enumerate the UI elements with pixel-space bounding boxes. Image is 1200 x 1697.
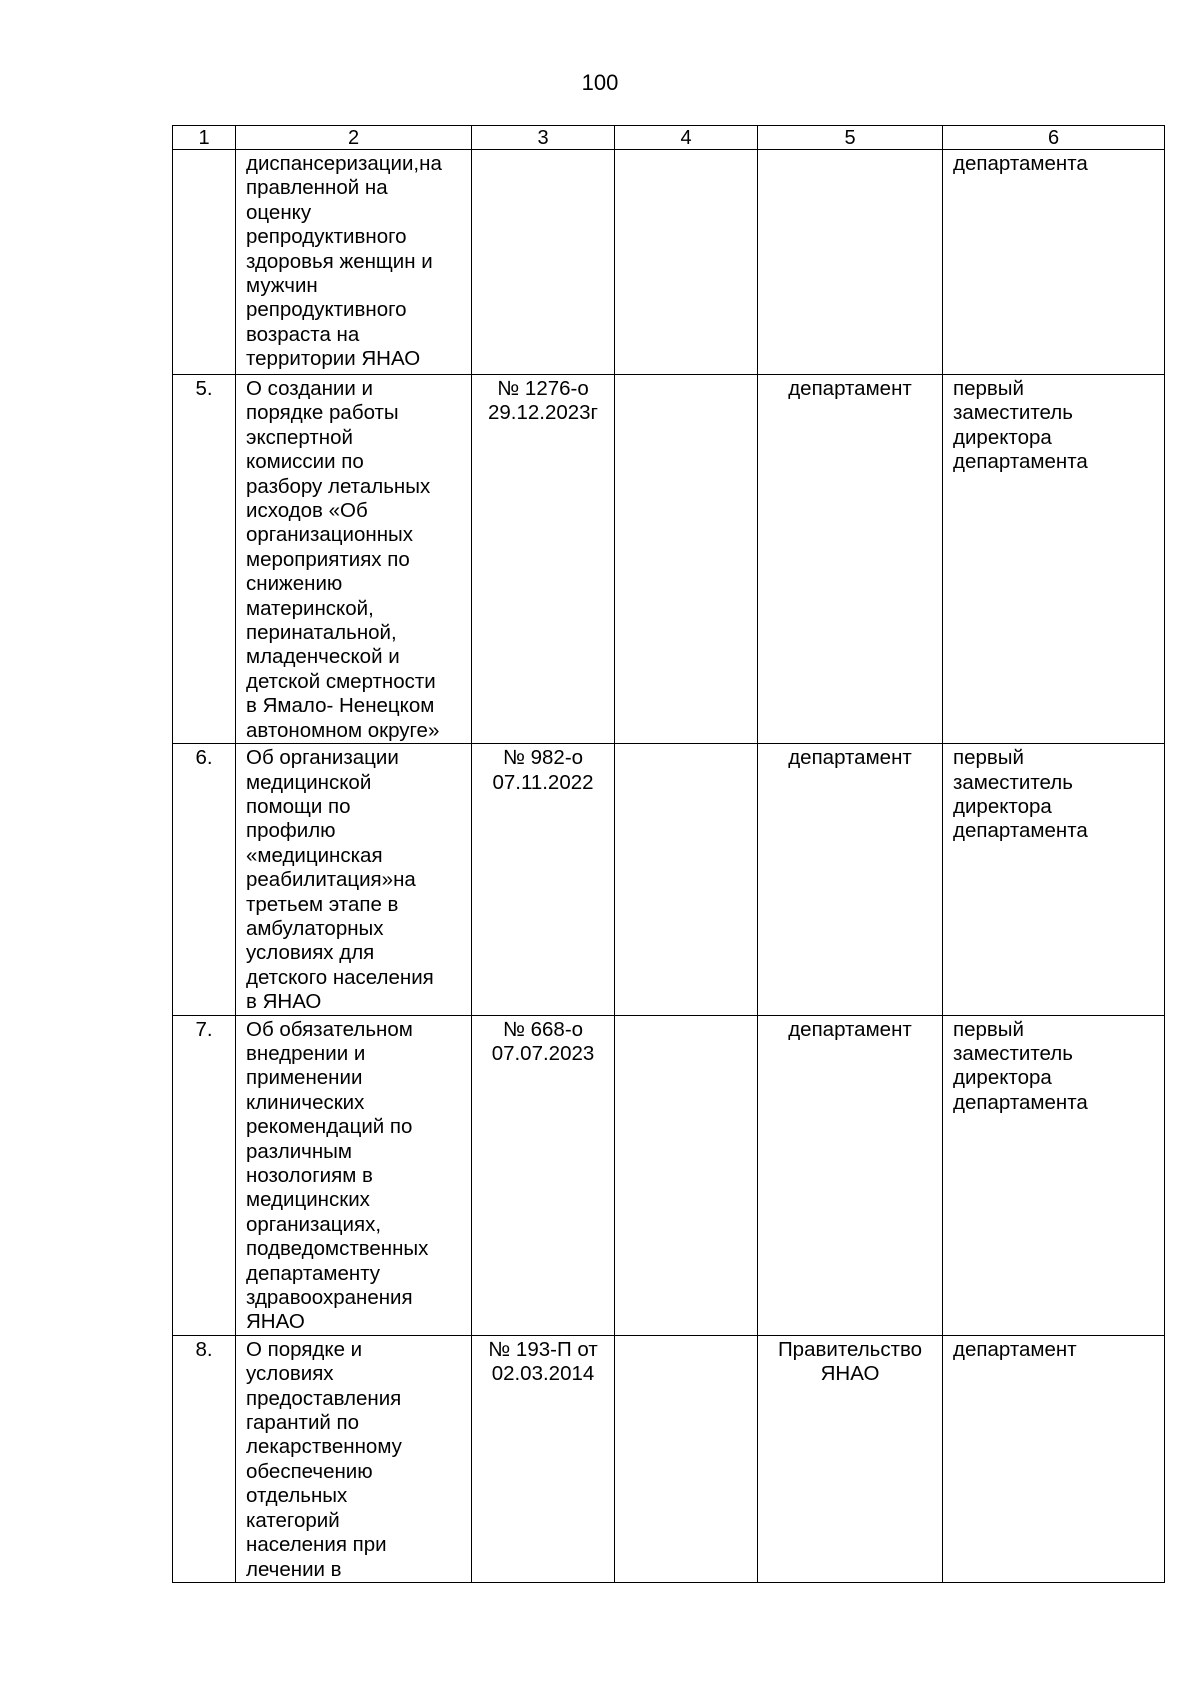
issuer-line: департамент bbox=[788, 377, 912, 400]
title-line: применении bbox=[246, 1066, 363, 1090]
issuer-line: департамент bbox=[788, 1017, 912, 1041]
title-line: здравоохранения bbox=[246, 1286, 413, 1310]
document-title-cell bbox=[236, 375, 472, 744]
header-col-4: 4 bbox=[615, 126, 758, 150]
issuer-cell bbox=[758, 1335, 943, 1582]
issuer-cell bbox=[758, 1015, 943, 1335]
title-line: возраста на bbox=[246, 322, 360, 346]
responsible-line: директора bbox=[953, 1066, 1052, 1090]
title-line: организационных bbox=[246, 523, 414, 547]
title-line: территории ЯНАО bbox=[246, 347, 421, 371]
table-row bbox=[173, 375, 1165, 744]
document-title-cell bbox=[236, 1015, 472, 1335]
title-line: медицинских bbox=[246, 1188, 370, 1212]
title-line: медицинской bbox=[246, 770, 372, 794]
table-row bbox=[173, 150, 1165, 375]
issuer-cell bbox=[758, 744, 943, 1015]
table-row bbox=[173, 744, 1165, 1015]
title-line: разбору летальных bbox=[246, 474, 431, 498]
title-line: внедрении и bbox=[246, 1041, 366, 1065]
document-number-cell bbox=[472, 1335, 615, 1582]
title-line: мужчин bbox=[246, 274, 318, 298]
title-line: материнской, bbox=[246, 596, 374, 620]
responsible-line: заместитель bbox=[953, 770, 1073, 794]
title-line: департаменту bbox=[246, 1261, 381, 1285]
title-line: населения при bbox=[246, 1533, 387, 1557]
document-number-cell bbox=[472, 375, 615, 744]
document-table bbox=[172, 125, 1165, 1583]
responsible-cell bbox=[943, 150, 1165, 375]
table-row bbox=[173, 1015, 1165, 1335]
table-row bbox=[173, 1335, 1165, 1582]
title-line: предоставления bbox=[246, 1386, 402, 1410]
responsible-line: директора bbox=[953, 425, 1052, 449]
responsible-line: заместитель bbox=[953, 1041, 1073, 1065]
title-line: условиях bbox=[246, 1362, 334, 1386]
issuer-cell bbox=[758, 150, 943, 375]
doc-number-line: 29.12.2023г bbox=[487, 401, 599, 425]
empty-cell bbox=[615, 150, 758, 375]
responsible-cell bbox=[943, 1015, 1165, 1335]
doc-number-line: 02.03.2014 bbox=[491, 1362, 595, 1386]
title-line: репродуктивного bbox=[246, 298, 407, 322]
title-line: лекарственному bbox=[246, 1435, 402, 1459]
title-line: «медицинская bbox=[246, 843, 383, 867]
header-col-3: 3 bbox=[472, 126, 615, 150]
title-line: профилю bbox=[246, 819, 336, 843]
responsible-line: директора bbox=[953, 794, 1052, 818]
title-line: перинатальной, bbox=[246, 621, 397, 645]
title-line: гарантий по bbox=[246, 1411, 360, 1435]
title-line: обеспечению bbox=[246, 1459, 373, 1483]
responsible-line: департамента bbox=[953, 152, 1088, 175]
row-number-cell: 6. bbox=[173, 744, 236, 1015]
document-number-cell bbox=[472, 744, 615, 1015]
title-line: отдельных bbox=[246, 1484, 348, 1508]
doc-number-line: № 1276-о bbox=[497, 377, 589, 400]
page-number: 100 bbox=[581, 70, 619, 95]
responsible-cell bbox=[943, 1335, 1165, 1582]
title-line: порядке работы bbox=[246, 401, 399, 425]
doc-number-line: № 193-П от bbox=[488, 1337, 598, 1361]
header-col-1: 1 bbox=[173, 126, 236, 150]
issuer-line: ЯНАО bbox=[820, 1362, 880, 1386]
title-line: О порядке и bbox=[246, 1337, 363, 1361]
document-number-cell bbox=[472, 150, 615, 375]
title-line: Об организации bbox=[246, 746, 399, 770]
title-line: экспертной bbox=[246, 425, 353, 449]
title-line: помощи по bbox=[246, 794, 351, 818]
title-line: репродуктивного bbox=[246, 225, 407, 249]
document-title-cell bbox=[236, 150, 472, 375]
doc-number-line: 07.07.2023 bbox=[491, 1041, 595, 1065]
title-line: условиях для bbox=[246, 941, 375, 965]
table-header-row bbox=[173, 126, 1165, 150]
title-line: мероприятиях по bbox=[246, 547, 410, 571]
title-line: диспансеризации,на bbox=[246, 152, 442, 175]
title-line: различным bbox=[246, 1139, 352, 1163]
issuer-line: Правительство bbox=[777, 1337, 923, 1361]
header-col-5: 5 bbox=[758, 126, 943, 150]
title-line: комиссии по bbox=[246, 450, 364, 474]
responsible-line: департамента bbox=[953, 450, 1088, 474]
title-line: здоровья женщин и bbox=[246, 249, 433, 273]
issuer-line: департамент bbox=[788, 746, 912, 770]
title-line: реабилитация»на bbox=[246, 868, 416, 892]
responsible-line: первый bbox=[953, 746, 1024, 770]
doc-number-line: № 982-о bbox=[502, 746, 584, 770]
header-col-2: 2 bbox=[236, 126, 472, 150]
empty-cell bbox=[615, 375, 758, 744]
issuer-cell bbox=[758, 375, 943, 744]
title-line: правленной на bbox=[246, 176, 388, 200]
row-number-cell bbox=[173, 150, 236, 375]
title-line: в ЯНАО bbox=[246, 990, 322, 1014]
title-line: третьем этапе в bbox=[246, 892, 399, 916]
title-line: автономном округе» bbox=[246, 718, 440, 742]
title-line: подведомственных bbox=[246, 1237, 429, 1261]
title-line: амбулаторных bbox=[246, 916, 384, 940]
title-line: младенческой и bbox=[246, 645, 400, 669]
title-line: организациях, bbox=[246, 1212, 382, 1236]
doc-number-line: 07.11.2022 bbox=[492, 770, 594, 794]
title-line: Об обязательном bbox=[246, 1017, 413, 1041]
title-line: клинических bbox=[246, 1090, 365, 1114]
responsible-line: первый bbox=[953, 1017, 1024, 1041]
title-line: нозологиям в bbox=[246, 1164, 373, 1187]
table-body bbox=[173, 150, 1165, 1583]
title-line: лечении в bbox=[246, 1557, 342, 1581]
title-line: рекомендаций по bbox=[246, 1115, 413, 1139]
title-line: снижению bbox=[246, 572, 343, 596]
responsible-line: заместитель bbox=[953, 401, 1073, 425]
title-line: исходов «Об bbox=[246, 499, 368, 523]
title-line: О создании и bbox=[246, 377, 373, 400]
responsible-line: департамента bbox=[953, 819, 1088, 843]
empty-cell bbox=[615, 1335, 758, 1582]
row-number-cell: 5. bbox=[173, 375, 236, 744]
document-number-cell bbox=[472, 1015, 615, 1335]
responsible-cell bbox=[943, 744, 1165, 1015]
responsible-cell bbox=[943, 375, 1165, 744]
responsible-line: департамент bbox=[953, 1337, 1077, 1361]
header-col-6: 6 bbox=[943, 126, 1165, 150]
row-number-cell: 7. bbox=[173, 1015, 236, 1335]
title-line: категорий bbox=[246, 1508, 340, 1532]
document-title-cell bbox=[236, 744, 472, 1015]
responsible-line: первый bbox=[953, 377, 1024, 400]
title-line: детской смертности bbox=[246, 669, 436, 693]
title-line: в Ямало- Ненецком bbox=[246, 694, 435, 718]
title-line: ЯНАО bbox=[246, 1310, 305, 1334]
doc-number-line: № 668-о bbox=[502, 1017, 584, 1041]
empty-cell bbox=[615, 744, 758, 1015]
row-number-cell: 8. bbox=[173, 1335, 236, 1582]
title-line: оценку bbox=[246, 200, 312, 224]
title-line: детского населения bbox=[246, 965, 434, 989]
responsible-line: департамента bbox=[953, 1090, 1088, 1114]
empty-cell bbox=[615, 1015, 758, 1335]
document-title-cell bbox=[236, 1335, 472, 1582]
